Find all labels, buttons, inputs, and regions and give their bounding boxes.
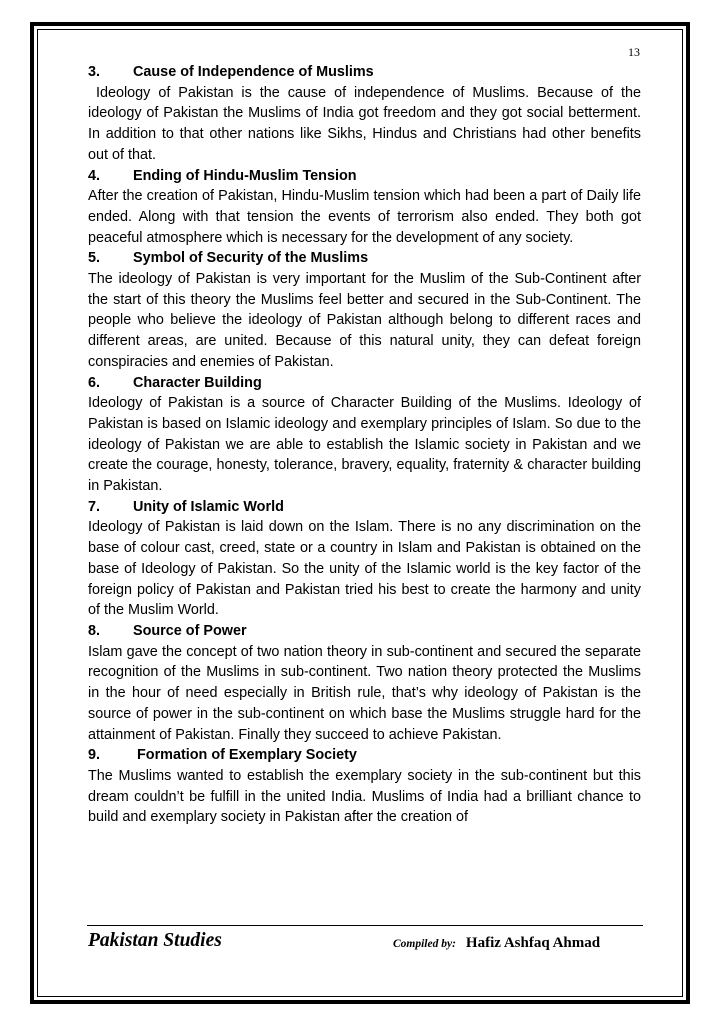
section-heading [88, 248, 641, 269]
section-paragraph: Ideology of Pakistan is laid down on the Islam. There is no any discrimination on the base of colour cast, creed, state or a country in Islam and Pakistan is obtained on the base of Ideology of Pakistan. So the unity of the Islamic world is the key factor of the foreign policy of Pakistan and Pakistan tried his best to create the harmony and unity of the Muslim World. [88, 519, 641, 619]
section-number: 7. [88, 498, 101, 515]
author-name: Hafiz Ashfaq Ahmad [465, 935, 601, 951]
section [88, 62, 645, 166]
section [88, 166, 641, 249]
section-number: 4. [88, 167, 101, 184]
section-number: 6. [88, 374, 101, 391]
footer-divider [87, 925, 643, 926]
section-title: Cause of Independence of Muslims [133, 64, 374, 80]
footer-subject: Pakistan Studies [88, 930, 222, 951]
section-number: 8. [88, 622, 101, 639]
section-paragraph: Ideology of Pakistan is the cause of independence of Muslims. Because of the ideology of Pakistan the Muslims of India got freedom and they got social betterment. In addition to that other nations like Sikhs, Hindus and Christians had other benefits out of that. [88, 84, 645, 163]
section-heading [88, 497, 641, 518]
section [88, 373, 641, 497]
document-body [88, 62, 645, 828]
section [88, 248, 641, 372]
section-title: Unity of Islamic World [133, 498, 284, 515]
section-heading [88, 745, 641, 766]
section-heading [88, 373, 641, 394]
section-paragraph: The ideology of Pakistan is very important for the Muslim of the Sub-Continent after the start of this theory the Muslims feel better and secured in the Sub-Continent. The people who believe the ideology of Pakistan although belong to different races and different areas, are united. Because of this natural unity, they can defeat foreign conspiracies and enemies of Pakistan. [88, 271, 641, 370]
section-number: 9. [88, 747, 101, 764]
section-title: Formation of Exemplary Society [133, 747, 357, 764]
section-paragraph: Islam gave the concept of two nation theory in sub-continent and secured the separate recognition of the Muslims in sub-continent. Two nation theory protected the Muslims in the hour of need especially in British rule, that’s why ideology of Pakistan is the source of power in the sub-continent on which base the Muslims struggle hard for the attainment of Pakistan. Finally they succeed to achieve Pakistan. [88, 643, 641, 743]
section-paragraph: Ideology of Pakistan is a source of Character Building of the Muslims. Ideology of Pakistan is based on Islamic ideology and exemplary principles of Islam. So due to the ideology of Pakistan we are able to establish the Islamic society in Pakistan and we create the courage, honesty, tolerance, bravery, equality, fraternity & character building in Pakistan. [88, 395, 641, 495]
section-number: 3. [88, 64, 101, 80]
section [88, 497, 641, 621]
section-heading [88, 166, 641, 187]
compiled-by-label: Compiled by: [393, 938, 456, 950]
section-title: Source of Power [133, 622, 247, 639]
section-title: Ending of Hindu-Muslim Tension [133, 167, 357, 184]
section-paragraph: After the creation of Pakistan, Hindu-Muslim tension which had been a part of Daily life ended. Along with that tension the events of terrorism also ended. They both got peaceful atmosphere which is necessary for the development of any society. [88, 188, 641, 246]
footer-credit [393, 934, 600, 952]
section-title: Symbol of Security of the Muslims [133, 250, 369, 267]
section-paragraph: The Muslims wanted to establish the exemplary society in the sub-continent but this dream couldn’t be fulfill in the united India. Muslims of India had a brilliant chance to build and exemplary society in Pakistan after the creation of [88, 767, 641, 826]
section [88, 745, 641, 828]
section-number: 5. [88, 250, 101, 267]
section-heading [88, 621, 641, 642]
page-number: 13 [628, 45, 640, 59]
section-title: Character Building [133, 374, 262, 391]
section [88, 621, 641, 745]
section-heading [88, 62, 641, 83]
